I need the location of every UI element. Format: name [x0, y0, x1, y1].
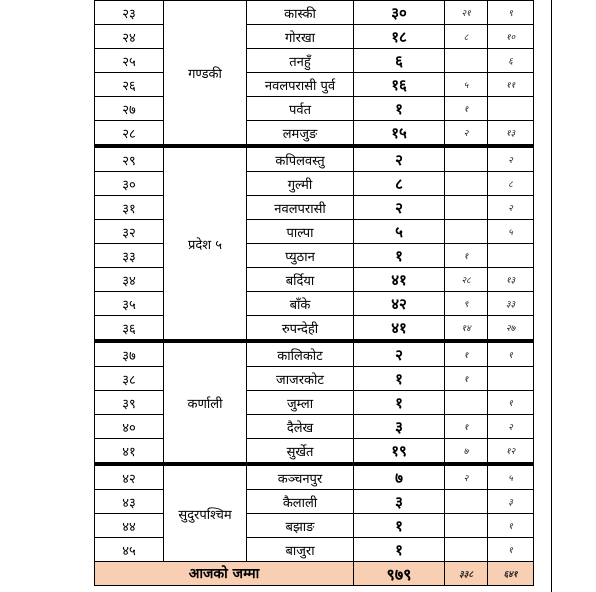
male-count: २ — [445, 464, 488, 490]
female-count: २ — [488, 146, 534, 172]
table-row — [95, 25, 534, 49]
female-count: १ — [488, 514, 534, 538]
district-name: लमजुङ — [247, 121, 354, 147]
serial-number: ४२ — [95, 464, 164, 490]
serial-number: ४१ — [95, 439, 164, 465]
table-row — [95, 97, 534, 121]
table-row — [95, 220, 534, 244]
serial-number: ३० — [95, 172, 164, 196]
female-count: ६ — [488, 49, 534, 73]
female-count: ३ — [488, 490, 534, 514]
female-count: ८ — [488, 172, 534, 196]
total-count: १६ — [354, 73, 445, 97]
male-count: १ — [445, 367, 488, 391]
female-count: २ — [488, 415, 534, 439]
total-count: ४१ — [354, 316, 445, 342]
male-count: ७ — [445, 439, 488, 465]
table-row — [95, 121, 534, 147]
serial-number: ३१ — [95, 196, 164, 220]
female-count: २ — [488, 196, 534, 220]
female-count: ५ — [488, 464, 534, 490]
female-count: १ — [488, 341, 534, 367]
district-name: कास्की — [247, 1, 354, 25]
serial-number: ४४ — [95, 514, 164, 538]
male-count — [445, 196, 488, 220]
male-count — [445, 146, 488, 172]
male-count: १ — [445, 244, 488, 268]
male-count: १ — [445, 341, 488, 367]
male-count: २१ — [445, 1, 488, 25]
male-count: ९ — [445, 292, 488, 316]
female-count: ९ — [488, 1, 534, 25]
district-name: तनहुँ — [247, 49, 354, 73]
female-count — [488, 244, 534, 268]
table-row — [95, 514, 534, 538]
summary-total: ९७९ — [354, 562, 445, 586]
district-table — [94, 0, 532, 586]
total-count: ४२ — [354, 292, 445, 316]
female-count — [488, 97, 534, 121]
total-count: २ — [354, 341, 445, 367]
serial-number: २४ — [95, 25, 164, 49]
female-count: १३ — [488, 121, 534, 147]
table-row — [95, 391, 534, 415]
district-name: कालिकोट — [247, 341, 354, 367]
province-name: प्रदेश ५ — [164, 146, 247, 341]
serial-number: ३७ — [95, 341, 164, 367]
male-count: ८ — [445, 25, 488, 49]
district-name: सुर्खेत — [247, 439, 354, 465]
summary-row — [95, 562, 534, 586]
male-count — [445, 391, 488, 415]
total-count: ८ — [354, 172, 445, 196]
total-count: ७ — [354, 464, 445, 490]
district-name: दैलेख — [247, 415, 354, 439]
district-name: नवलपरासी — [247, 196, 354, 220]
male-count — [445, 538, 488, 562]
female-count: २७ — [488, 316, 534, 342]
total-count: १ — [354, 514, 445, 538]
total-count: १ — [354, 391, 445, 415]
total-count: १ — [354, 538, 445, 562]
female-count: ३३ — [488, 292, 534, 316]
summary-female: ६४१ — [488, 562, 534, 586]
serial-number: २७ — [95, 97, 164, 121]
female-count: १३ — [488, 268, 534, 292]
district-name: बाजुरा — [247, 538, 354, 562]
total-count: १५ — [354, 121, 445, 147]
male-count — [445, 172, 488, 196]
female-count: १ — [488, 391, 534, 415]
serial-number: ४५ — [95, 538, 164, 562]
district-name: जुम्ला — [247, 391, 354, 415]
total-count: ३० — [354, 1, 445, 25]
table-row — [95, 341, 534, 367]
female-count: १२ — [488, 439, 534, 465]
table-row — [95, 538, 534, 562]
total-count: ६ — [354, 49, 445, 73]
total-count: २ — [354, 146, 445, 172]
table-row — [95, 490, 534, 514]
serial-number: २९ — [95, 146, 164, 172]
total-count: १ — [354, 97, 445, 121]
district-name: कञ्चनपुर — [247, 464, 354, 490]
province-name: गण्डकी — [164, 1, 247, 147]
serial-number: ४० — [95, 415, 164, 439]
serial-number: ३५ — [95, 292, 164, 316]
total-count: १९ — [354, 439, 445, 465]
total-count: १ — [354, 244, 445, 268]
page-border-line — [551, 0, 552, 592]
table-row — [95, 146, 534, 172]
table-row — [95, 316, 534, 342]
district-name: कैलाली — [247, 490, 354, 514]
table-row — [95, 73, 534, 97]
female-count — [488, 367, 534, 391]
serial-number: ३३ — [95, 244, 164, 268]
table-row — [95, 439, 534, 465]
male-count — [445, 49, 488, 73]
total-count: ५ — [354, 220, 445, 244]
table-row — [95, 367, 534, 391]
table-row — [95, 49, 534, 73]
province-name: सुदुरपश्चिम — [164, 464, 247, 562]
serial-number: ३६ — [95, 316, 164, 342]
district-name: पाल्पा — [247, 220, 354, 244]
summary-male: ३३८ — [445, 562, 488, 586]
district-name: नवलपरासी पुर्व — [247, 73, 354, 97]
district-name: पर्वत — [247, 97, 354, 121]
serial-number: ३२ — [95, 220, 164, 244]
female-count: १ — [488, 538, 534, 562]
male-count — [445, 220, 488, 244]
serial-number: २६ — [95, 73, 164, 97]
table-row — [95, 244, 534, 268]
district-name: गोरखा — [247, 25, 354, 49]
male-count — [445, 514, 488, 538]
district-name: कपिलवस्तु — [247, 146, 354, 172]
serial-number: २५ — [95, 49, 164, 73]
district-name: बझाङ — [247, 514, 354, 538]
male-count: १४ — [445, 316, 488, 342]
district-name: प्युठान — [247, 244, 354, 268]
table-row — [95, 292, 534, 316]
male-count: १ — [445, 415, 488, 439]
district-name: रुपन्देही — [247, 316, 354, 342]
summary-label: आजको जम्मा — [95, 562, 354, 586]
table-row — [95, 464, 534, 490]
serial-number: ३८ — [95, 367, 164, 391]
district-name: जाजरकोट — [247, 367, 354, 391]
total-count: ३ — [354, 415, 445, 439]
total-count: ४१ — [354, 268, 445, 292]
total-count: १८ — [354, 25, 445, 49]
district-name: गुल्मी — [247, 172, 354, 196]
male-count: २८ — [445, 268, 488, 292]
male-count: ५ — [445, 73, 488, 97]
table-row — [95, 268, 534, 292]
district-name: बाँके — [247, 292, 354, 316]
female-count: ५ — [488, 220, 534, 244]
province-name: कर्णाली — [164, 341, 247, 464]
female-count: ११ — [488, 73, 534, 97]
male-count: १ — [445, 97, 488, 121]
serial-number: ३९ — [95, 391, 164, 415]
serial-number: २३ — [95, 1, 164, 25]
total-count: १ — [354, 367, 445, 391]
male-count — [445, 490, 488, 514]
total-count: २ — [354, 196, 445, 220]
table-row — [95, 172, 534, 196]
table-row — [95, 196, 534, 220]
male-count: २ — [445, 121, 488, 147]
female-count: १० — [488, 25, 534, 49]
district-name: बर्दिया — [247, 268, 354, 292]
table-row — [95, 1, 534, 25]
table-row — [95, 415, 534, 439]
serial-number: ३४ — [95, 268, 164, 292]
serial-number: ४३ — [95, 490, 164, 514]
total-count: ३ — [354, 490, 445, 514]
serial-number: २८ — [95, 121, 164, 147]
